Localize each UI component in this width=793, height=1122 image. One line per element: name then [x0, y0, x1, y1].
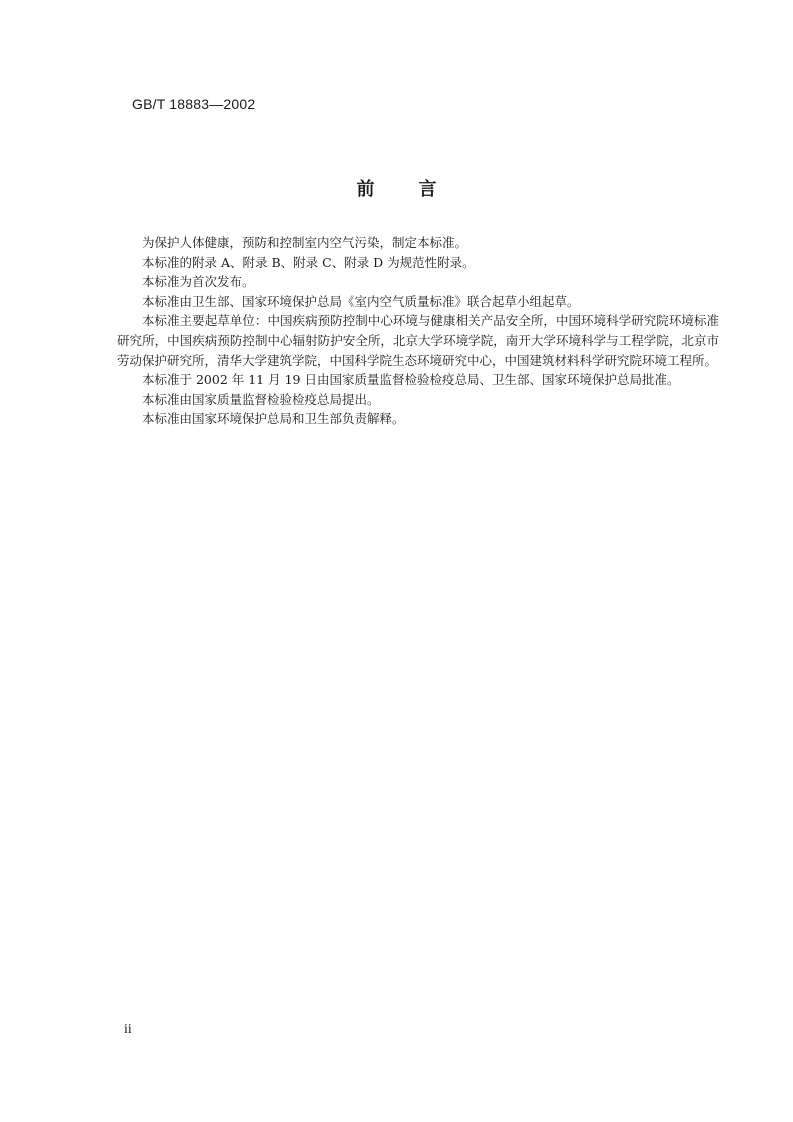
paragraph: 本标准为首次发布。	[142, 274, 255, 290]
paragraph: 本标准主要起草单位：中国疾病预防控制中心环境与健康相关产品安全所，中国环境科学研究院环境标准研究所，中国疾病预防控制中心辐射防护安全所，北京大学环境学院，南开大学环境科学与工程学院，北京市劳动保护研究所，清华大学建筑学院，中国科学院生态环境研究中心，中国建筑材料科学研究院环境工程所。	[117, 313, 719, 368]
paragraph: 本标准由国家质量监督检验检疫总局提出。	[142, 391, 380, 407]
foreword-body	[117, 233, 719, 429]
paragraph: 本标准的附录 A、附录 B、附录 C、附录 D 为规范性附录。	[142, 254, 475, 270]
standard-code: GB/T 18883—2002	[132, 96, 256, 112]
page-title: 前言	[356, 179, 481, 200]
paragraph: 为保护人体健康，预防和控制室内空气污染，制定本标准。	[142, 235, 468, 250]
paragraph: 本标准于 2002 年 11 月 19 日由国家质量监督检验检疫总局、卫生部、国家环境保护总局批准。	[142, 372, 680, 388]
page-number: ii	[124, 1022, 132, 1037]
paragraph: 本标准由卫生部、国家环境保护总局《室内空气质量标准》联合起草小组起草。	[142, 293, 580, 309]
paragraph: 本标准由国家环境保护总局和卫生部负责解释。	[142, 411, 405, 427]
